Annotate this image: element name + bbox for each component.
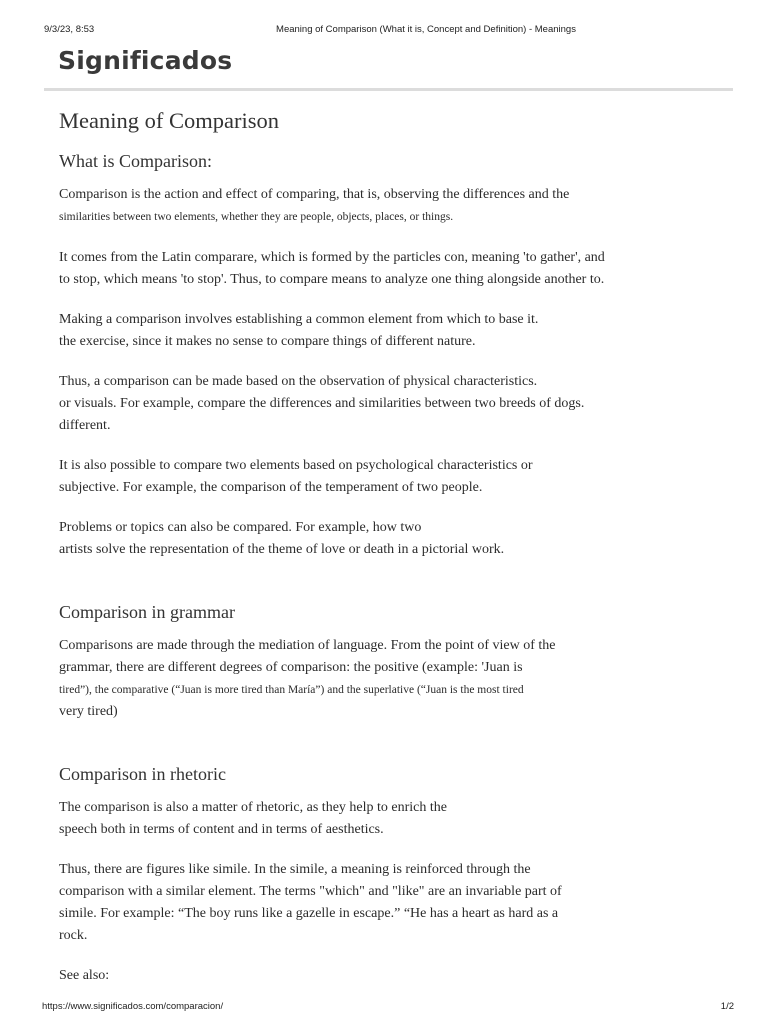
paragraph-line: The comparison is also a matter of rhetoric, as they help to enrich the — [59, 800, 447, 815]
paragraph-line: simile. For example: “The boy runs like a gazelle in escape.” “He has a heart as hard as a — [59, 906, 559, 921]
paragraph-line: to stop, which means 'to stop'. Thus, to compare means to analyze one thing alongside another to. — [59, 272, 605, 287]
see-also: See also: — [59, 968, 110, 983]
section-heading-rhetoric: Comparison in rhetoric — [59, 764, 226, 784]
article — [59, 104, 669, 987]
paragraph-line: Making a comparison involves establishing a common element from which to base it. — [59, 312, 539, 327]
paragraph-line: comparison with a similar element. The terms "which" and "like" are an invariable part of — [59, 884, 562, 899]
paragraph-line: or visuals. For example, compare the differences and similarities between two breeds of dogs. — [59, 396, 585, 411]
section-heading-grammar: Comparison in grammar — [59, 602, 235, 622]
paragraph-line: It comes from the Latin comparare, which is formed by the particles con, meaning 'to gather', and — [59, 250, 605, 265]
intro-paragraph-4 — [59, 371, 669, 437]
paragraph-line: Problems or topics can also be compared. For example, how two — [59, 520, 422, 535]
intro-paragraph-2 — [59, 247, 669, 291]
paragraph-line: different. — [59, 418, 111, 433]
header-divider — [44, 88, 733, 91]
page-title: Meaning of Comparison — [59, 108, 279, 133]
intro-paragraph-5 — [59, 455, 669, 499]
paragraph-line: Comparison is the action and effect of comparing, that is, observing the differences and the — [59, 187, 570, 202]
page-number: 1/2 — [720, 1001, 734, 1012]
site-logo[interactable]: Significados — [58, 46, 233, 75]
print-header — [0, 24, 768, 38]
paragraph-line: rock. — [59, 928, 88, 943]
paragraph-line: the exercise, since it makes no sense to compare things of different nature. — [59, 334, 476, 349]
paragraph-line: tired”), the comparative (“Juan is more tired than María”) and the superlative (“Juan is the most tired — [59, 684, 524, 696]
rhetoric-paragraph-2 — [59, 859, 669, 947]
paragraph-line: grammar, there are different degrees of comparison: the positive (example: 'Juan is — [59, 660, 523, 675]
paragraph-line: very tired) — [59, 704, 118, 719]
article-subtitle: What is Comparison: — [59, 151, 212, 171]
paragraph-line: similarities between two elements, whether they are people, objects, places, or things. — [59, 211, 454, 223]
print-date: 9/3/23, 8:53 — [44, 24, 95, 35]
print-page-title: Meaning of Comparison (What it is, Concept and Definition) - Meanings — [276, 24, 576, 35]
print-footer — [0, 1001, 768, 1015]
intro-paragraph-3 — [59, 309, 669, 353]
intro-paragraph-1 — [59, 184, 669, 228]
intro-paragraph-6 — [59, 517, 669, 561]
paragraph-line: Thus, a comparison can be made based on the observation of physical characteristics. — [59, 374, 538, 389]
paragraph-line: Thus, there are figures like simile. In the simile, a meaning is reinforced through the — [59, 862, 531, 877]
rhetoric-paragraph-1 — [59, 797, 669, 841]
paragraph-line: Comparisons are made through the mediation of language. From the point of view of the — [59, 638, 556, 653]
paragraph-line: artists solve the representation of the theme of love or death in a pictorial work. — [59, 542, 505, 557]
paragraph-line: It is also possible to compare two elements based on psychological characteristics or — [59, 458, 533, 473]
print-url[interactable]: https://www.significados.com/comparacion/ — [42, 1001, 224, 1012]
grammar-paragraph — [59, 635, 669, 723]
paragraph-line: speech both in terms of content and in terms of aesthetics. — [59, 822, 384, 837]
paragraph-line: subjective. For example, the comparison of the temperament of two people. — [59, 480, 483, 495]
